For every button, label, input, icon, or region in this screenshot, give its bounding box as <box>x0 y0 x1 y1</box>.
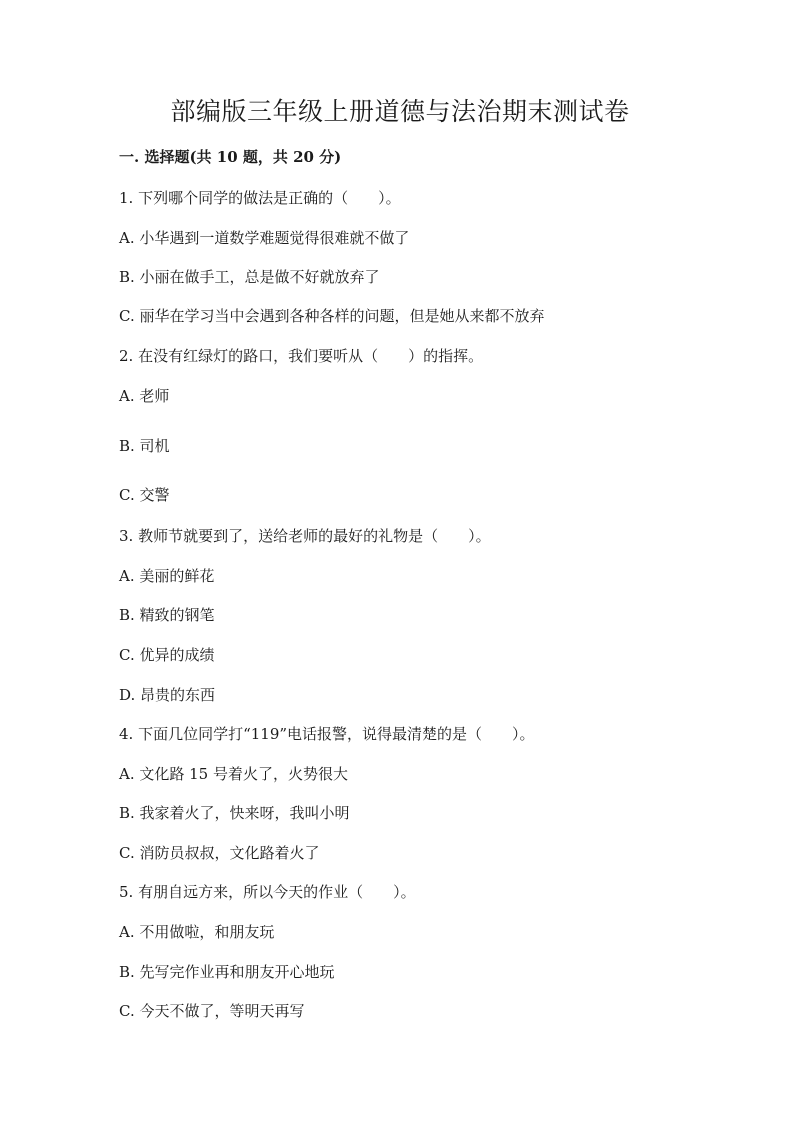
question-3-option-d: D. 昂贵的东西 <box>119 686 216 704</box>
question-1-option-c: C. 丽华在学习当中会遇到各种各样的问题，但是她从来都不放弃 <box>119 307 545 325</box>
question-3-stem: 3. 教师节就要到了，送给老师的最好的礼物是（ ）。 <box>119 527 491 545</box>
question-2-option-c: C. 交警 <box>119 486 170 504</box>
question-5-option-c: C. 今天不做了，等明天再写 <box>119 1002 305 1020</box>
question-3-option-a: A. 美丽的鲜花 <box>119 567 215 585</box>
question-1-stem: 1. 下列哪个同学的做法是正确的（ ）。 <box>119 189 401 207</box>
question-2-option-a: A. 老师 <box>119 387 170 405</box>
question-5-stem: 5. 有朋自远方来，所以今天的作业（ ）。 <box>119 883 416 901</box>
question-2-option-b: B. 司机 <box>119 437 170 455</box>
question-4-option-c: C. 消防员叔叔，文化路着火了 <box>119 844 320 862</box>
page-title: 部编版三年级上册道德与法治期末测试卷 <box>170 97 630 126</box>
question-4-option-a: A. 文化路 15 号着火了，火势很大 <box>119 765 348 783</box>
question-5-option-a: A. 不用做啦，和朋友玩 <box>119 923 275 941</box>
section-heading: 一. 选择题(共 10 题，共 20 分) <box>119 148 342 166</box>
question-3-option-b: B. 精致的钢笔 <box>119 606 215 624</box>
question-4-stem: 4. 下面几位同学打“119”电话报警，说得最清楚的是（ ）。 <box>119 725 535 743</box>
question-3-option-c: C. 优异的成绩 <box>119 646 215 664</box>
question-2-stem: 2. 在没有红绿灯的路口，我们要听从（ ）的指挥。 <box>119 347 484 365</box>
question-1-option-a: A. 小华遇到一道数学难题觉得很难就不做了 <box>119 229 410 247</box>
question-1-option-b: B. 小丽在做手工，总是做不好就放弃了 <box>119 268 380 286</box>
question-5-option-b: B. 先写完作业再和朋友开心地玩 <box>119 963 335 981</box>
question-4-option-b: B. 我家着火了，快来呀，我叫小明 <box>119 804 350 822</box>
